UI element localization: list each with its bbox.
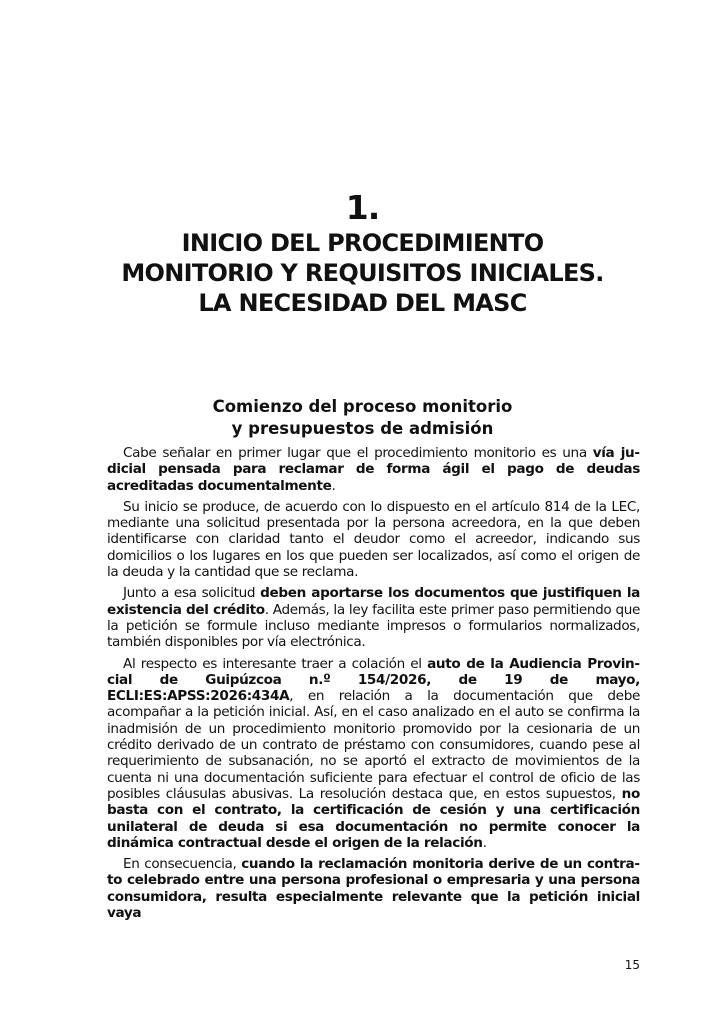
paragraph-text: En consecuencia, — [123, 856, 242, 873]
paragraph-text: , en relación a la documentación que debe acompañar a la petición inicial. Así, en el caso analizado en el auto se confirma la inadmisión de un procedimiento monitorio promovido por la cesionaria de un crédito derivado de un contrato de préstamo con consumidores, cuando pese al requerimiento de subsanación, no se aportó el extracto de movimientos de la cuenta ni una documentación suficiente para efectuar el control de oficio de las posibles cláusulas abusivas. La resolución destaca que, en estos supuestos, — [107, 688, 640, 802]
paragraph — [107, 499, 640, 580]
paragraph-text: Su inicio se produce, de acuerdo con lo dispuesto en el artículo 814 de la LEC, mediante una solicitud presentada por la persona acreedora, en la que deben identificarse con claridad tanto el deudor como el acreedor, indicando sus domicilios o los lugares en los que pueden ser localizados, así como el origen de la deuda y la cantidad que se reclama. — [107, 498, 640, 581]
paragraph — [107, 856, 640, 921]
paragraph-emphasis: cuando la reclamación monitoria derive de un contrato celebrado entre una persona profesional o empresaria y una persona consumidora, resulta especialmente relevante que la petición inicial vaya — [107, 856, 640, 922]
section-heading — [100, 396, 625, 440]
chapter-title-line: LA NECESIDAD DEL MASC — [198, 289, 527, 317]
paragraph — [107, 656, 640, 852]
paragraph-text: . — [331, 477, 336, 494]
body-text — [107, 445, 640, 926]
paragraph-text: Al respecto es interesante traer a colación el — [123, 655, 428, 672]
paragraph-emphasis: no basta con el contrato, la certificación de cesión y una certificación unilateral de deuda si esa documentación no permite conocer la dinámica contractual desde el origen de la relación — [107, 785, 640, 851]
paragraph-emphasis: deben aportarse los documentos que justifiquen la existencia del crédito — [107, 585, 640, 618]
paragraph — [107, 585, 640, 650]
page-number: 15 — [624, 958, 640, 972]
paragraph — [107, 445, 640, 494]
section-heading-line: Comienzo del proceso monitorio — [212, 397, 513, 416]
chapter-title-line: MONITORIO Y REQUISITOS INICIALES. — [121, 259, 604, 287]
chapter-number: 1. — [345, 188, 380, 227]
section-heading-line: y presupuestos de admisión — [231, 419, 494, 438]
paragraph-text: Cabe señalar en primer lugar que el procedimiento monitorio es una — [123, 445, 593, 461]
chapter-title-line: INICIO DEL PROCEDIMIENTO — [181, 229, 544, 257]
paragraph-emphasis: auto de la Audiencia Provincial de Guipúzcoa n.º 154/2026, de 19 de mayo, ECLI:ES:APSS:2026:434A — [107, 655, 640, 705]
paragraph-text: Junto a esa solicitud — [123, 585, 261, 602]
paragraph-text: . Además, la ley facilita este primer paso permitiendo que la petición se formule incluso mediante impresos o formularios normalizados, también disponibles por vía electrónica. — [107, 601, 641, 651]
paragraph-emphasis: vía judicial pensada para reclamar de forma ágil el pago de deudas acreditadas documentalmente — [107, 445, 641, 494]
paragraph-text: . — [482, 834, 487, 851]
chapter-title — [40, 228, 685, 318]
